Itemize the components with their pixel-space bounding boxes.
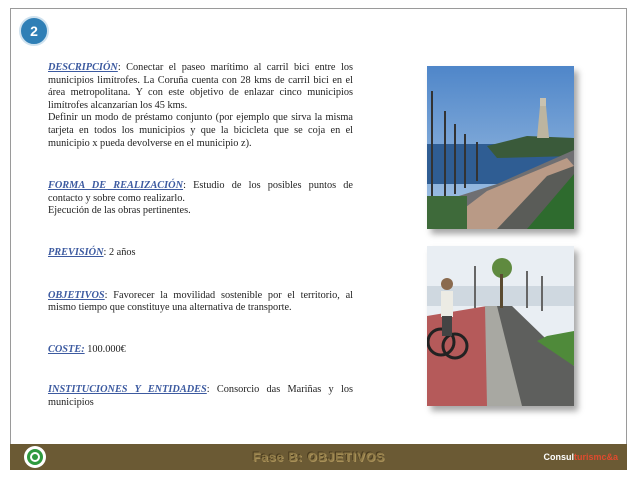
section-forma (48, 180, 353, 218)
heading-forma: FORMA DE REALIZACIÓN (48, 180, 184, 192)
text-forma-2: Ejecución de las obras pertinentes. (48, 205, 191, 217)
promenade-photo (427, 66, 574, 229)
text-forma: : Estudio de los posibles puntos de contacto y sobre como realizarlo. (48, 180, 354, 204)
section-coste (48, 344, 353, 357)
text-descripcion: : Conectar el paseo marítimo al carril bici entre los municipios limítrofes. La Coruña cuenta con 28 kms de carril bici en el área metropolitana. Y con este objetivo de enlazar cinco municipios limítrofes alcanzarían los 45 kms. (48, 62, 353, 111)
footer-title: Fase B: OBJETIVOS (252, 450, 386, 464)
brand-name-part-2: turismc&a (573, 452, 618, 462)
section-prevision (48, 247, 353, 260)
section-objetivos (48, 290, 353, 315)
text-descripcion-2: Definir un modo de préstamo conjunto (por ejemplo que sirva la misma tarjeta en todos los municipios y que la bicicleta que se coja en el municipio x pueda devolverse en el municipio z). (48, 112, 353, 149)
text-prevision: : 2 años (103, 246, 136, 258)
section-instituciones (48, 384, 353, 409)
section-descripcion (48, 62, 353, 150)
text-instituciones: : Consorcio das Mariñas y los municipios (48, 384, 353, 408)
heading-objetivos: OBJETIVOS (48, 289, 105, 301)
slide-number-badge: 2 (19, 16, 49, 46)
text-objetivos: : Favorecer la movilidad sostenible por el territorio, al mismo tiempo que constituye una alternativa de transporte. (48, 289, 353, 314)
slide-content (48, 62, 353, 410)
heading-coste: COSTE: (48, 343, 85, 355)
heading-instituciones: INSTITUCIONES Y ENTIDADES (48, 384, 207, 396)
cyclist-photo (427, 246, 574, 406)
text-coste: 100.000€ (84, 343, 126, 355)
heading-descripcion: DESCRIPCIÓN (48, 62, 118, 73)
brand-name (543, 452, 618, 462)
heading-prevision: PREVISIÓN (48, 246, 104, 258)
brand-name-part-1: Consul (543, 452, 574, 462)
